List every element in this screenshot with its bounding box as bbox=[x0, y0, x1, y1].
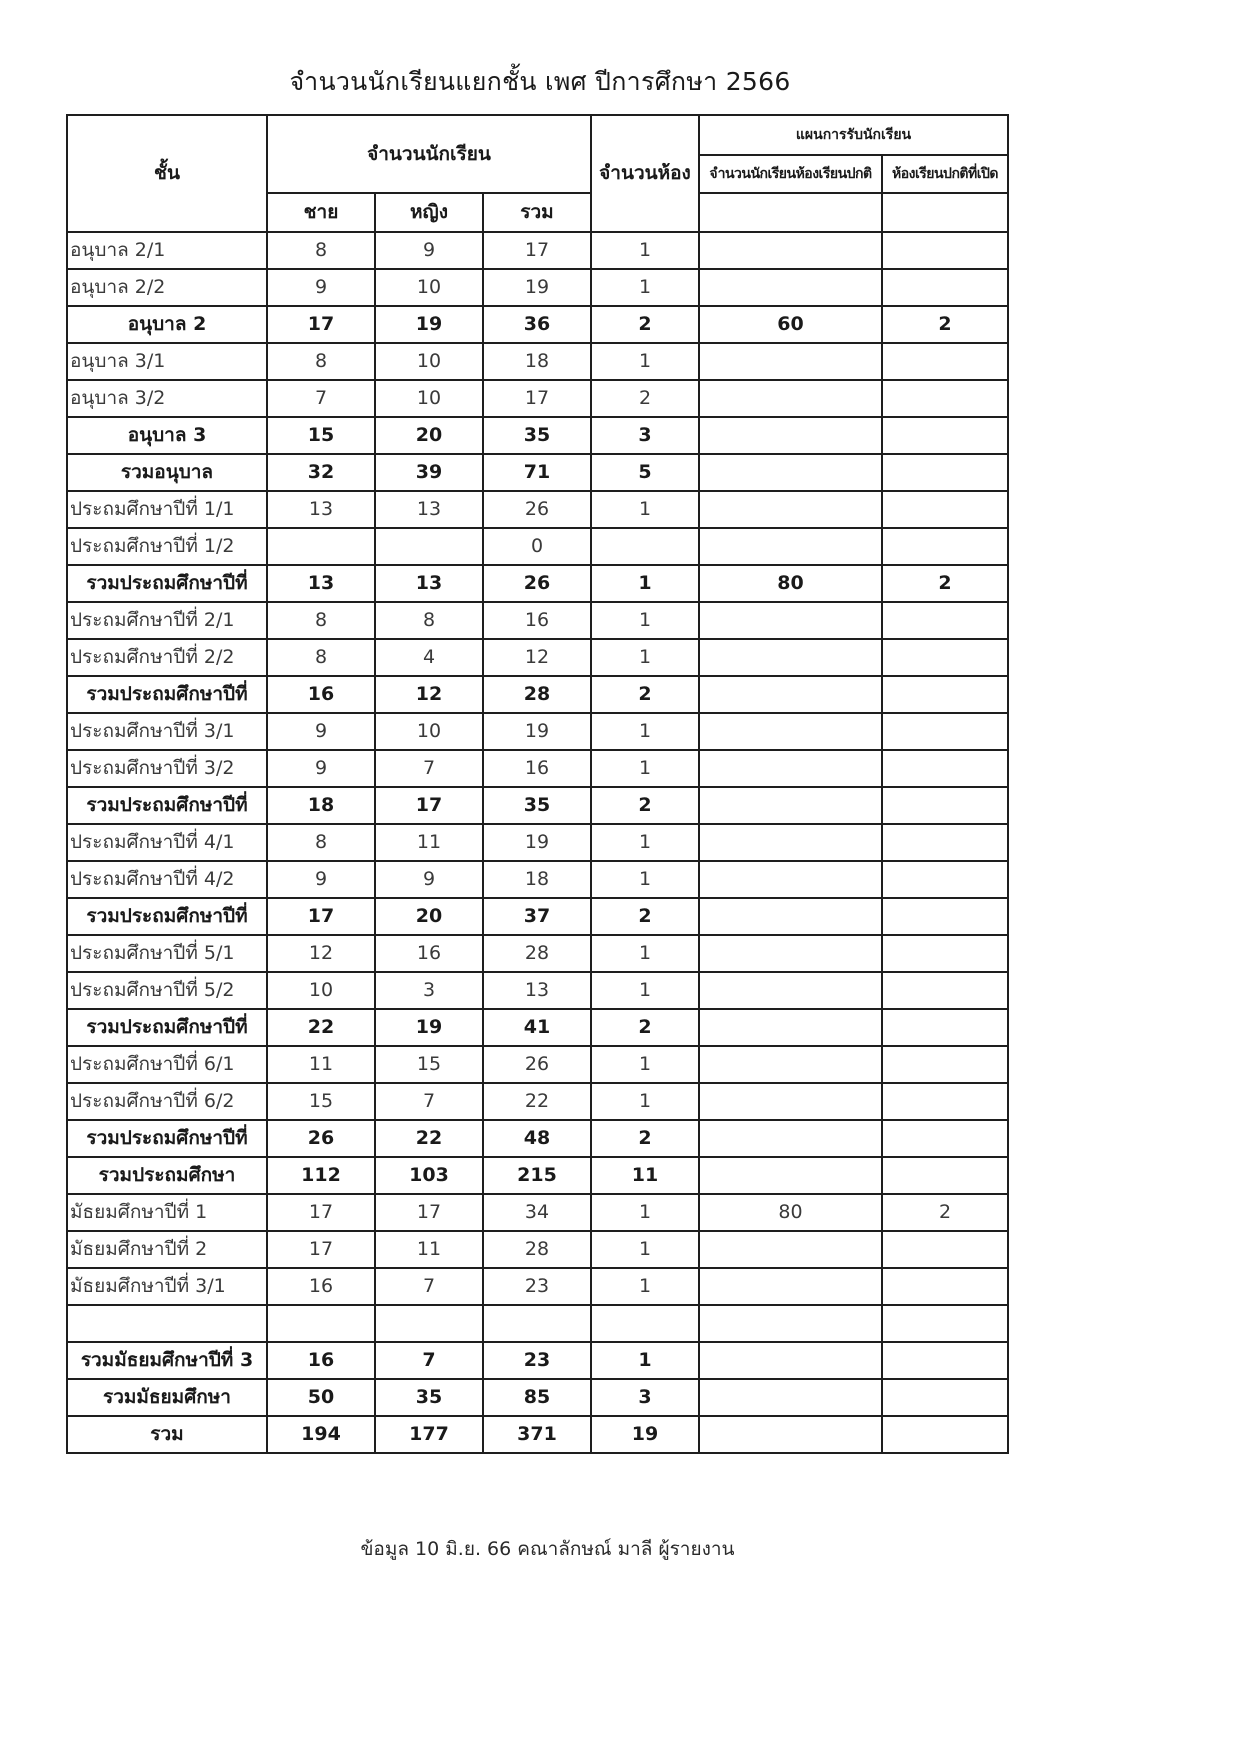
cell-male: 16 bbox=[267, 1342, 375, 1379]
cell-rooms: 1 bbox=[591, 861, 699, 898]
cell-rooms: 1 bbox=[591, 232, 699, 269]
cell-plan-rooms bbox=[882, 713, 1008, 750]
header-female: หญิง bbox=[375, 193, 483, 232]
cell-male: 12 bbox=[267, 935, 375, 972]
cell-label: รวมประถมศึกษาปีที่ bbox=[67, 565, 267, 602]
cell-rooms: 1 bbox=[591, 639, 699, 676]
cell-rooms: 1 bbox=[591, 750, 699, 787]
cell-total: 19 bbox=[483, 269, 591, 306]
cell-rooms: 1 bbox=[591, 1194, 699, 1231]
header-blank-cell bbox=[882, 193, 1008, 232]
cell-rooms: 2 bbox=[591, 380, 699, 417]
cell-label: ประถมศึกษาปีที่ 5/2 bbox=[67, 972, 267, 1009]
cell-total: 35 bbox=[483, 417, 591, 454]
subtotal-row bbox=[67, 1379, 1008, 1416]
cell-plan-rooms bbox=[882, 1046, 1008, 1083]
cell-female: 20 bbox=[375, 898, 483, 935]
cell-label: รวมประถมศึกษาปีที่ bbox=[67, 898, 267, 935]
cell-rooms: 2 bbox=[591, 787, 699, 824]
cell-total: 37 bbox=[483, 898, 591, 935]
subtotal-row bbox=[67, 1157, 1008, 1194]
cell-male: 9 bbox=[267, 269, 375, 306]
cell-label: รวม bbox=[67, 1416, 267, 1453]
cell-plan-students bbox=[699, 417, 882, 454]
cell-rooms: 3 bbox=[591, 1379, 699, 1416]
cell-rooms: 1 bbox=[591, 713, 699, 750]
cell-plan-students bbox=[699, 824, 882, 861]
cell-plan-rooms bbox=[882, 528, 1008, 565]
cell-plan-students bbox=[699, 787, 882, 824]
cell-label: อนุบาล 2/2 bbox=[67, 269, 267, 306]
cell-male: 17 bbox=[267, 306, 375, 343]
cell-female: 39 bbox=[375, 454, 483, 491]
cell-total: 0 bbox=[483, 528, 591, 565]
cell-label: อนุบาล 2/1 bbox=[67, 232, 267, 269]
cell-male: 16 bbox=[267, 1268, 375, 1305]
subtotal-row bbox=[67, 1342, 1008, 1379]
cell-female: 17 bbox=[375, 787, 483, 824]
cell-female: 13 bbox=[375, 491, 483, 528]
table-row bbox=[67, 269, 1008, 306]
table-row bbox=[67, 972, 1008, 1009]
cell-label: ประถมศึกษาปีที่ 4/2 bbox=[67, 861, 267, 898]
table-row bbox=[67, 602, 1008, 639]
cell-plan-rooms: 2 bbox=[882, 565, 1008, 602]
subtotal-row bbox=[67, 787, 1008, 824]
cell-plan-students bbox=[699, 454, 882, 491]
cell-label: ประถมศึกษาปีที่ 6/2 bbox=[67, 1083, 267, 1120]
cell-female: 177 bbox=[375, 1416, 483, 1453]
cell-label: ประถมศึกษาปีที่ 2/2 bbox=[67, 639, 267, 676]
cell-female: 10 bbox=[375, 380, 483, 417]
cell-female: 35 bbox=[375, 1379, 483, 1416]
cell-plan-rooms bbox=[882, 639, 1008, 676]
cell-female: 8 bbox=[375, 602, 483, 639]
cell-label: มัธยมศึกษาปีที่ 2 bbox=[67, 1231, 267, 1268]
cell-male: 8 bbox=[267, 232, 375, 269]
cell-rooms: 1 bbox=[591, 1342, 699, 1379]
cell-female: 16 bbox=[375, 935, 483, 972]
cell-label: อนุบาล 3/2 bbox=[67, 380, 267, 417]
cell-plan-students bbox=[699, 713, 882, 750]
cell-female: 22 bbox=[375, 1120, 483, 1157]
cell-plan-rooms bbox=[882, 232, 1008, 269]
cell-plan-students bbox=[699, 676, 882, 713]
cell-total: 48 bbox=[483, 1120, 591, 1157]
cell-total: 41 bbox=[483, 1009, 591, 1046]
cell-plan-rooms bbox=[882, 602, 1008, 639]
cell-plan-rooms bbox=[882, 861, 1008, 898]
cell-female: 7 bbox=[375, 1342, 483, 1379]
cell-plan-students: 80 bbox=[699, 565, 882, 602]
cell-label: ประถมศึกษาปีที่ 3/1 bbox=[67, 713, 267, 750]
cell-plan-students bbox=[699, 1342, 882, 1379]
cell-plan-students bbox=[699, 1046, 882, 1083]
cell-rooms: 1 bbox=[591, 602, 699, 639]
cell-male: 17 bbox=[267, 1231, 375, 1268]
cell-female: 9 bbox=[375, 861, 483, 898]
cell-rooms: 1 bbox=[591, 1083, 699, 1120]
cell-male: 18 bbox=[267, 787, 375, 824]
cell-female: 4 bbox=[375, 639, 483, 676]
cell-female: 11 bbox=[375, 824, 483, 861]
cell-total: 36 bbox=[483, 306, 591, 343]
cell-total: 28 bbox=[483, 676, 591, 713]
cell-total: 19 bbox=[483, 824, 591, 861]
cell-label bbox=[67, 1305, 267, 1342]
cell-total: 71 bbox=[483, 454, 591, 491]
cell-rooms: 3 bbox=[591, 417, 699, 454]
subtotal-row bbox=[67, 898, 1008, 935]
cell-total: 16 bbox=[483, 750, 591, 787]
cell-plan-students bbox=[699, 1157, 882, 1194]
cell-total: 16 bbox=[483, 602, 591, 639]
cell-total: 85 bbox=[483, 1379, 591, 1416]
cell-plan-rooms bbox=[882, 343, 1008, 380]
cell-female: 103 bbox=[375, 1157, 483, 1194]
cell-female bbox=[375, 1305, 483, 1342]
cell-total: 17 bbox=[483, 380, 591, 417]
cell-label: รวมประถมศึกษาปีที่ bbox=[67, 676, 267, 713]
cell-plan-students bbox=[699, 269, 882, 306]
cell-male: 8 bbox=[267, 824, 375, 861]
cell-plan-rooms bbox=[882, 935, 1008, 972]
cell-total: 22 bbox=[483, 1083, 591, 1120]
cell-label: รวมมัธยมศึกษาปีที่ 3 bbox=[67, 1342, 267, 1379]
subtotal-row bbox=[67, 417, 1008, 454]
table-row bbox=[67, 491, 1008, 528]
table-row bbox=[67, 1083, 1008, 1120]
cell-rooms: 2 bbox=[591, 898, 699, 935]
cell-female: 10 bbox=[375, 269, 483, 306]
cell-plan-rooms bbox=[882, 972, 1008, 1009]
cell-total: 18 bbox=[483, 861, 591, 898]
cell-plan-students bbox=[699, 972, 882, 1009]
student-table bbox=[66, 114, 1009, 1454]
table-row bbox=[67, 935, 1008, 972]
cell-rooms: 1 bbox=[591, 1046, 699, 1083]
cell-plan-students bbox=[699, 602, 882, 639]
cell-label: รวมประถมศึกษาปีที่ bbox=[67, 787, 267, 824]
table-row bbox=[67, 750, 1008, 787]
cell-total: 23 bbox=[483, 1342, 591, 1379]
cell-plan-students bbox=[699, 1120, 882, 1157]
cell-rooms: 2 bbox=[591, 1120, 699, 1157]
subtotal-row bbox=[67, 565, 1008, 602]
cell-plan-rooms bbox=[882, 454, 1008, 491]
cell-plan-students bbox=[699, 343, 882, 380]
cell-rooms: 1 bbox=[591, 1268, 699, 1305]
cell-label: ประถมศึกษาปีที่ 1/1 bbox=[67, 491, 267, 528]
subtotal-row bbox=[67, 676, 1008, 713]
header-grade: ชั้น bbox=[67, 115, 267, 232]
cell-plan-students: 80 bbox=[699, 1194, 882, 1231]
cell-plan-rooms: 2 bbox=[882, 306, 1008, 343]
cell-label: ประถมศึกษาปีที่ 6/1 bbox=[67, 1046, 267, 1083]
cell-total: 26 bbox=[483, 491, 591, 528]
cell-male: 9 bbox=[267, 861, 375, 898]
cell-male bbox=[267, 528, 375, 565]
table-row bbox=[67, 1194, 1008, 1231]
cell-female: 3 bbox=[375, 972, 483, 1009]
cell-male bbox=[267, 1305, 375, 1342]
subtotal-row bbox=[67, 1009, 1008, 1046]
cell-female: 10 bbox=[375, 713, 483, 750]
cell-label: อนุบาล 3/1 bbox=[67, 343, 267, 380]
table-row bbox=[67, 861, 1008, 898]
header-plan-students: จำนวนนักเรียนห้องเรียนปกติ bbox=[699, 155, 882, 193]
header-blank-cell bbox=[699, 193, 882, 232]
cell-female: 12 bbox=[375, 676, 483, 713]
cell-plan-rooms bbox=[882, 676, 1008, 713]
cell-label: ประถมศึกษาปีที่ 3/2 bbox=[67, 750, 267, 787]
cell-male: 13 bbox=[267, 491, 375, 528]
cell-male: 50 bbox=[267, 1379, 375, 1416]
cell-label: รวมประถมศึกษา bbox=[67, 1157, 267, 1194]
cell-rooms: 1 bbox=[591, 972, 699, 1009]
cell-plan-rooms bbox=[882, 1305, 1008, 1342]
cell-total: 35 bbox=[483, 787, 591, 824]
cell-plan-students bbox=[699, 1083, 882, 1120]
subtotal-row bbox=[67, 306, 1008, 343]
cell-total bbox=[483, 1305, 591, 1342]
cell-female: 10 bbox=[375, 343, 483, 380]
cell-plan-students bbox=[699, 1379, 882, 1416]
cell-plan-rooms bbox=[882, 1120, 1008, 1157]
cell-female: 19 bbox=[375, 306, 483, 343]
cell-male: 11 bbox=[267, 1046, 375, 1083]
cell-total: 371 bbox=[483, 1416, 591, 1453]
cell-label: ประถมศึกษาปีที่ 1/2 bbox=[67, 528, 267, 565]
cell-rooms bbox=[591, 1305, 699, 1342]
table-row bbox=[67, 232, 1008, 269]
cell-total: 13 bbox=[483, 972, 591, 1009]
cell-plan-students bbox=[699, 750, 882, 787]
cell-rooms: 2 bbox=[591, 1009, 699, 1046]
header-total: รวม bbox=[483, 193, 591, 232]
cell-male: 8 bbox=[267, 602, 375, 639]
cell-female bbox=[375, 528, 483, 565]
cell-rooms: 1 bbox=[591, 824, 699, 861]
cell-plan-rooms bbox=[882, 898, 1008, 935]
cell-plan-rooms bbox=[882, 1157, 1008, 1194]
cell-plan-rooms bbox=[882, 1268, 1008, 1305]
cell-label: รวมมัธยมศึกษา bbox=[67, 1379, 267, 1416]
cell-rooms: 11 bbox=[591, 1157, 699, 1194]
table-row bbox=[67, 1305, 1008, 1342]
cell-male: 17 bbox=[267, 1194, 375, 1231]
cell-total: 12 bbox=[483, 639, 591, 676]
cell-female: 19 bbox=[375, 1009, 483, 1046]
cell-rooms: 1 bbox=[591, 935, 699, 972]
cell-plan-rooms bbox=[882, 1416, 1008, 1453]
cell-label: รวมประถมศึกษาปีที่ bbox=[67, 1009, 267, 1046]
cell-male: 22 bbox=[267, 1009, 375, 1046]
cell-plan-rooms bbox=[882, 1379, 1008, 1416]
cell-plan-students bbox=[699, 639, 882, 676]
cell-plan-rooms bbox=[882, 491, 1008, 528]
cell-rooms: 1 bbox=[591, 1231, 699, 1268]
table-body bbox=[67, 115, 1008, 1453]
cell-plan-students bbox=[699, 528, 882, 565]
cell-rooms: 2 bbox=[591, 306, 699, 343]
cell-male: 9 bbox=[267, 713, 375, 750]
subtotal-row bbox=[67, 1416, 1008, 1453]
cell-plan-students bbox=[699, 1268, 882, 1305]
table-row bbox=[67, 1231, 1008, 1268]
cell-male: 9 bbox=[267, 750, 375, 787]
cell-female: 17 bbox=[375, 1194, 483, 1231]
cell-label: อนุบาล 2 bbox=[67, 306, 267, 343]
cell-male: 15 bbox=[267, 1083, 375, 1120]
table-row bbox=[67, 528, 1008, 565]
table-row bbox=[67, 639, 1008, 676]
cell-total: 19 bbox=[483, 713, 591, 750]
cell-plan-students: 60 bbox=[699, 306, 882, 343]
cell-female: 9 bbox=[375, 232, 483, 269]
table-row bbox=[67, 713, 1008, 750]
cell-total: 28 bbox=[483, 1231, 591, 1268]
cell-plan-rooms bbox=[882, 380, 1008, 417]
header-male: ชาย bbox=[267, 193, 375, 232]
cell-label: รวมประถมศึกษาปีที่ bbox=[67, 1120, 267, 1157]
cell-male: 15 bbox=[267, 417, 375, 454]
cell-label: รวมอนุบาล bbox=[67, 454, 267, 491]
cell-rooms: 19 bbox=[591, 1416, 699, 1453]
footer-note: ข้อมูล 10 มิ.ย. 66 คณาลักษณ์ มาลี ผู้รายงาน bbox=[360, 1538, 735, 1560]
cell-female: 15 bbox=[375, 1046, 483, 1083]
cell-total: 23 bbox=[483, 1268, 591, 1305]
cell-female: 13 bbox=[375, 565, 483, 602]
header-students: จำนวนนักเรียน bbox=[267, 115, 591, 193]
cell-label: ประถมศึกษาปีที่ 5/1 bbox=[67, 935, 267, 972]
cell-total: 34 bbox=[483, 1194, 591, 1231]
cell-male: 26 bbox=[267, 1120, 375, 1157]
table-row bbox=[67, 1046, 1008, 1083]
cell-male: 16 bbox=[267, 676, 375, 713]
cell-female: 7 bbox=[375, 1268, 483, 1305]
cell-plan-students bbox=[699, 1009, 882, 1046]
cell-female: 7 bbox=[375, 750, 483, 787]
header-plan: แผนการรับนักเรียน bbox=[699, 115, 1008, 155]
cell-male: 8 bbox=[267, 639, 375, 676]
cell-plan-rooms bbox=[882, 417, 1008, 454]
cell-label: มัธยมศึกษาปีที่ 3/1 bbox=[67, 1268, 267, 1305]
cell-rooms: 5 bbox=[591, 454, 699, 491]
cell-total: 17 bbox=[483, 232, 591, 269]
cell-total: 215 bbox=[483, 1157, 591, 1194]
table-row bbox=[67, 1268, 1008, 1305]
page-title: จำนวนนักเรียนแยกชั้น เพศ ปีการศึกษา 2566 bbox=[289, 67, 791, 96]
cell-female: 20 bbox=[375, 417, 483, 454]
cell-total: 18 bbox=[483, 343, 591, 380]
cell-label: ประถมศึกษาปีที่ 2/1 bbox=[67, 602, 267, 639]
cell-plan-rooms bbox=[882, 1231, 1008, 1268]
cell-total: 26 bbox=[483, 565, 591, 602]
header-plan-rooms: ห้องเรียนปกติที่เปิด bbox=[882, 155, 1008, 193]
cell-plan-students bbox=[699, 491, 882, 528]
cell-plan-rooms bbox=[882, 1009, 1008, 1046]
header-rooms: จำนวนห้อง bbox=[591, 115, 699, 232]
cell-plan-students bbox=[699, 380, 882, 417]
cell-rooms bbox=[591, 528, 699, 565]
cell-male: 194 bbox=[267, 1416, 375, 1453]
cell-male: 112 bbox=[267, 1157, 375, 1194]
cell-total: 26 bbox=[483, 1046, 591, 1083]
cell-male: 17 bbox=[267, 898, 375, 935]
cell-plan-rooms bbox=[882, 1342, 1008, 1379]
table-row bbox=[67, 824, 1008, 861]
cell-label: มัธยมศึกษาปีที่ 1 bbox=[67, 1194, 267, 1231]
cell-plan-rooms bbox=[882, 787, 1008, 824]
cell-plan-students bbox=[699, 935, 882, 972]
table-row bbox=[67, 380, 1008, 417]
cell-label: อนุบาล 3 bbox=[67, 417, 267, 454]
cell-female: 7 bbox=[375, 1083, 483, 1120]
cell-male: 13 bbox=[267, 565, 375, 602]
cell-rooms: 1 bbox=[591, 343, 699, 380]
cell-plan-rooms bbox=[882, 750, 1008, 787]
subtotal-row bbox=[67, 1120, 1008, 1157]
cell-male: 8 bbox=[267, 343, 375, 380]
cell-rooms: 1 bbox=[591, 565, 699, 602]
cell-rooms: 1 bbox=[591, 269, 699, 306]
table-row bbox=[67, 343, 1008, 380]
cell-male: 32 bbox=[267, 454, 375, 491]
cell-plan-students bbox=[699, 1231, 882, 1268]
cell-rooms: 1 bbox=[591, 491, 699, 528]
cell-male: 7 bbox=[267, 380, 375, 417]
cell-plan-rooms bbox=[882, 269, 1008, 306]
cell-plan-students bbox=[699, 1305, 882, 1342]
cell-plan-rooms: 2 bbox=[882, 1194, 1008, 1231]
cell-plan-students bbox=[699, 861, 882, 898]
cell-rooms: 2 bbox=[591, 676, 699, 713]
cell-total: 28 bbox=[483, 935, 591, 972]
cell-plan-rooms bbox=[882, 1083, 1008, 1120]
cell-plan-students bbox=[699, 1416, 882, 1453]
cell-plan-students bbox=[699, 898, 882, 935]
cell-plan-rooms bbox=[882, 824, 1008, 861]
cell-plan-students bbox=[699, 232, 882, 269]
cell-label: ประถมศึกษาปีที่ 4/1 bbox=[67, 824, 267, 861]
cell-female: 11 bbox=[375, 1231, 483, 1268]
cell-male: 10 bbox=[267, 972, 375, 1009]
subtotal-row bbox=[67, 454, 1008, 491]
